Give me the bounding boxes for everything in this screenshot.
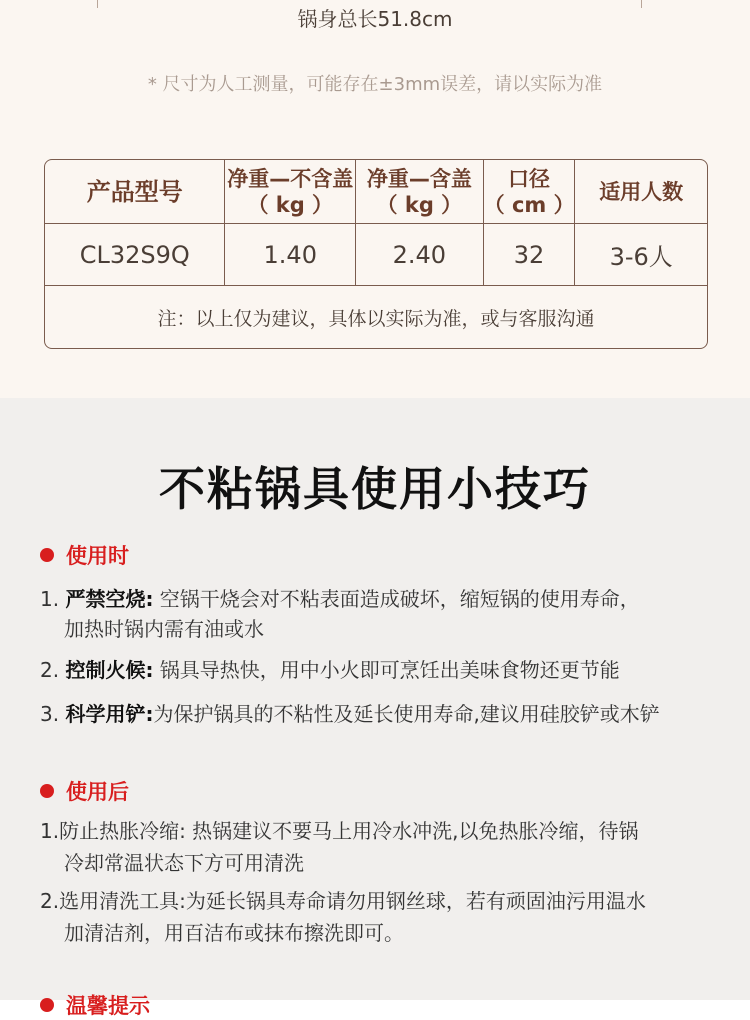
tip-during-1-title: 严禁空烧: [65,587,154,611]
header-diameter-line2: （ cm ） [483,192,575,217]
tips-title: 不粘锅具使用小技巧 [159,462,591,516]
header-weight-no-lid-line1: 净重—不含盖 [227,166,354,191]
tip-during-3-title: 科学用铲: [65,702,154,726]
measurement-disclaimer: * 尺寸为人工测量，可能存在±3mm误差，请以实际为准 [147,74,603,95]
tip-during-3-number: 3. [40,702,60,726]
red-bullet-icon [40,548,54,562]
red-bullet-icon [40,784,54,798]
section-heading-tips-cutoff [40,990,150,1020]
section-heading-during-use [40,540,129,570]
header-weight-lid-line1: 净重—含盖 [366,166,472,191]
spec-table-value-row [45,224,707,286]
header-weight-lid [356,160,484,223]
header-weight-no-lid [225,160,356,223]
heading-tips-cutoff: 温馨提示 [66,994,150,1018]
heading-during-use: 使用时 [66,544,129,568]
header-diameter [484,160,576,223]
spec-table-note: 注：以上仅为建议，具体以实际为准，或与客服沟通 [157,307,595,330]
tip-during-1-text: 空锅干烧会对不粘表面造成破坏，缩短锅的使用寿命， [153,587,640,611]
spec-table [44,159,708,349]
header-diameter-line1: 口径 [508,166,551,191]
tip-after-2-continued: 加清洁剂，用百洁布或抹布擦洗即可。 [64,921,404,945]
tip-after-2: 2.选用清洗工具:为延长锅具寿命请勿用钢丝球，若有顽固油污用温水 [40,889,646,913]
tip-during-3-text: 为保护锅具的不粘性及延长使用寿命,建议用硅胶铲或木铲 [153,702,660,726]
section-heading-after-use [40,776,129,806]
value-weight-no-lid: 1.40 [225,224,356,285]
spec-table-header-row [45,160,707,224]
tip-during-2-text: 锅具导热快，用中小火即可烹饪出美味食物还更节能 [153,658,620,682]
value-people: 3-6人 [609,243,673,271]
total-length-label: 锅身总长51.8cm [297,7,453,31]
value-diameter: 32 [484,224,576,285]
tip-during-1-number: 1. [40,587,60,611]
tip-during-1-continued: 加热时锅内需有油或水 [64,617,264,641]
header-model: 产品型号 [45,160,225,223]
header-weight-lid-line2: （ kg ） [376,192,463,217]
header-people: 适用人数 [599,179,684,204]
heading-after-use: 使用后 [66,780,129,804]
tip-during-2-number: 2. [40,658,60,682]
tip-during-3 [40,697,660,731]
size-info-section [0,0,750,398]
red-bullet-icon [40,998,54,1012]
header-weight-no-lid-line2: （ kg ） [247,192,334,217]
value-weight-lid: 2.40 [356,224,484,285]
tip-during-2 [40,653,620,687]
tip-during-1 [40,582,640,616]
tip-after-1-continued: 冷却常温状态下方可用清洗 [64,851,304,875]
tip-during-2-title: 控制火候: [65,658,154,682]
value-model: CL32S9Q [45,224,225,285]
tip-after-1: 1.防止热胀冷缩: 热锅建议不要马上用冷水冲洗,以免热胀冷缩，待锅 [40,819,639,843]
